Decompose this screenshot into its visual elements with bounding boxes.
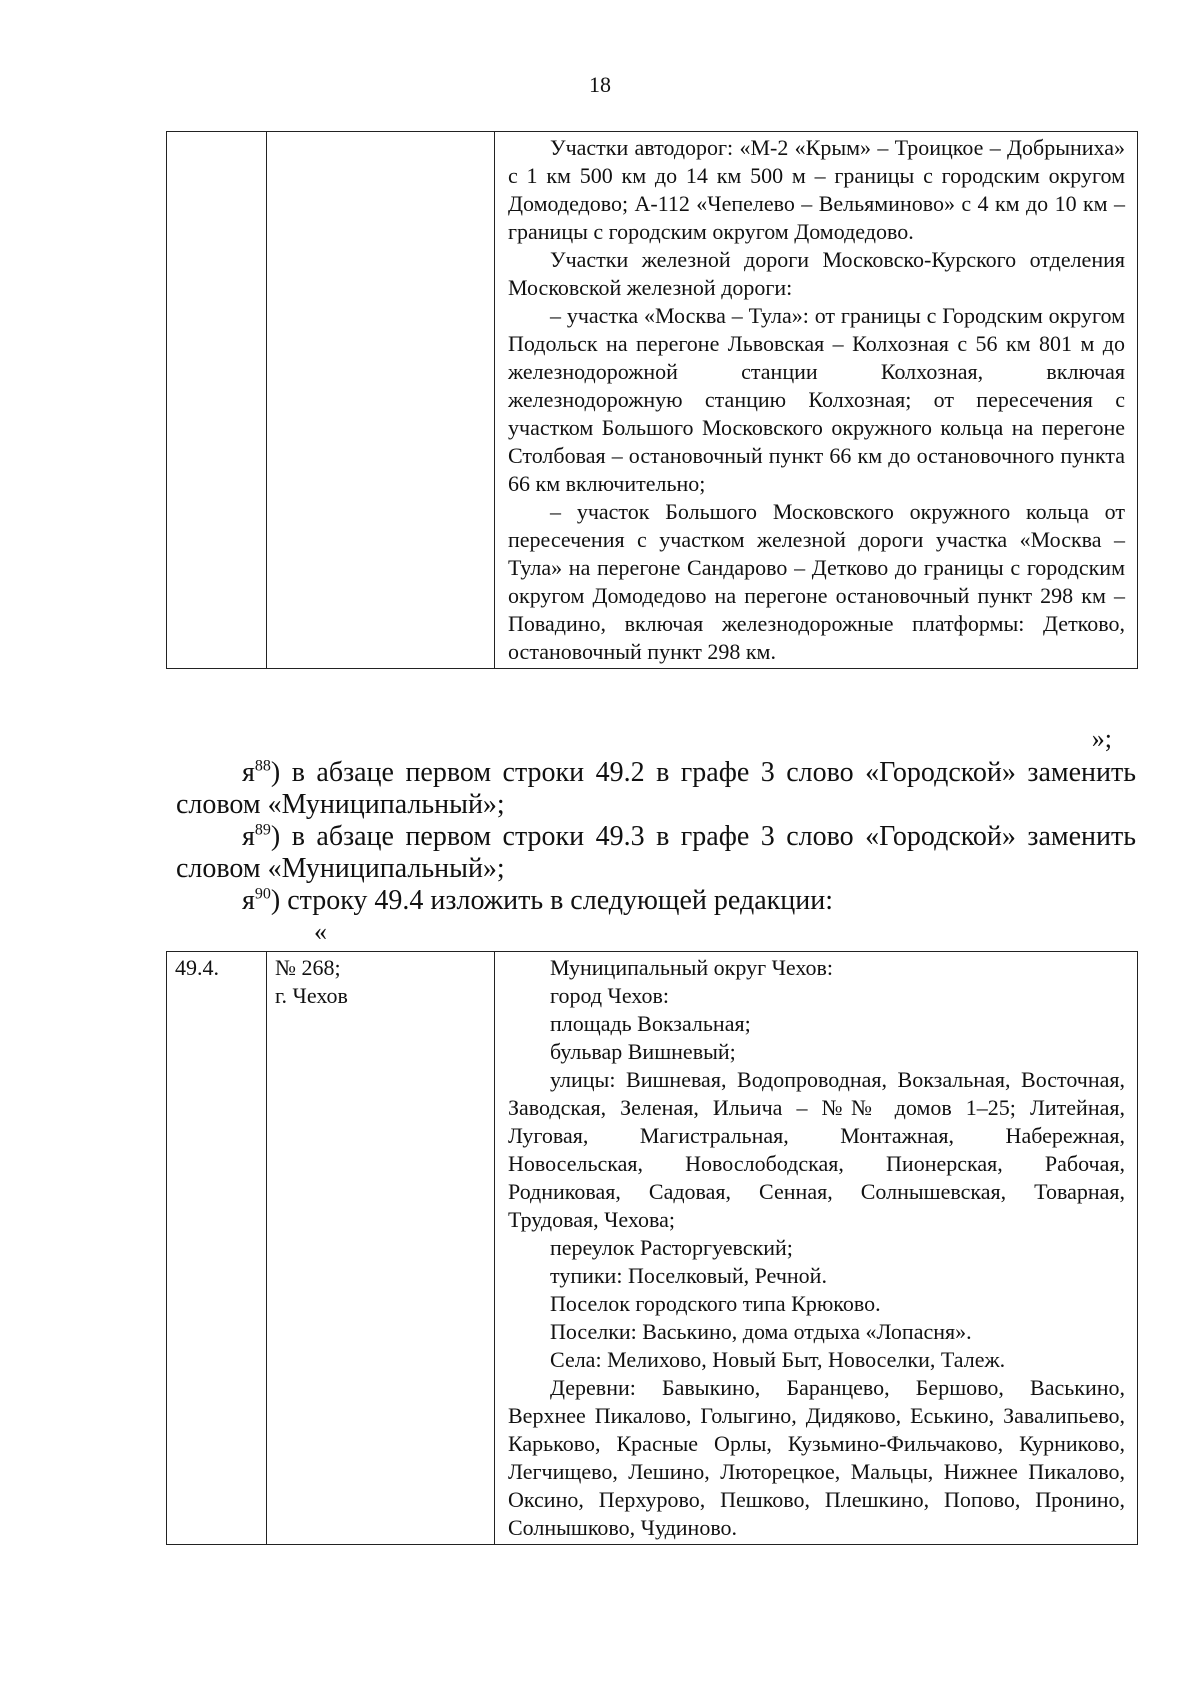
top-table-col1-text [167,132,266,134]
top-table-col3 [495,132,1138,669]
top-paragraph-moscow-tula: – участка «Москва – Тула»: от границы с Городским округом Подольск на перегоне Львовская – Колхозная с 56 км 801 м до железнодорожной станции Колхозная, включая железнодорожную станцию Колхозная; от пересечения с участком Большого Московского окружного кольца на перегоне Столбовая – остановочный пункт 66 км до остановочного пункта 66 км включительно; [508,303,1125,496]
bottom-paragraph: бульвар Вишневый; [550,1039,736,1064]
district-info [267,952,494,1010]
top-paragraph-ring: – участок Большого Московского окружного кольца от пересечения с участком железной дороги участка «Москва – Тула» на перегоне Сандарово – Детково до границы с городским округом Домодедово на перегоне остановочный пункт 298 км – Повадино, включая железнодорожные платформы: Детково, остановочный пункт 298 км. [508,499,1125,664]
amendment-sup: 88 [254,757,271,775]
bottom-paragraph: Села: Мелихово, Новый Быт, Новоселки, Талеж. [550,1347,1006,1372]
district-number: № 268; [275,955,341,980]
bottom-paragraph: площадь Вокзальная; [550,1011,751,1036]
bottom-table-col3 [495,952,1138,1545]
amendment-text: ) в абзаце первом строки 49.2 в графе 3 слово «Городской» заменить словом «Муниципальный»; [176,757,1136,820]
page-number: 18 [589,72,611,97]
bottom-paragraph: Деревни: Бавыкино, Баранцево, Бершово, Васькино, Верхнее Пикалово, Голыгино, Дидяково, Еськино, Завалипьево, Карьково, Красные Орлы, Кузьмино-Фильчаково, Курниково, Легчищево, Лешино, Люторецкое, Мальцы, Нижнее Пикалово, Оксино, Перхурово, Пешково, Плешкино, Попово, Пронино, Солнышково, Чудиново. [508,1375,1125,1540]
bottom-table-col1 [167,952,267,1545]
top-table [166,131,1138,669]
bottom-paragraph: Поселки: Васькино, дома отдыха «Лопасня». [550,1319,972,1344]
amendment-text: ) строку 49.4 изложить в следующей редакции: [270,885,833,916]
bottom-paragraph: улицы: Вишневая, Водопроводная, Вокзальная, Восточная, Заводская, Зеленая, Ильича – №№ домов 1–25; Литейная, Луговая, Магистральная, Монтажная, Набережная, Новосельская, Новослободская, Пионерская, Рабочая, Родниковая, Садовая, Сенная, Солнышевская, Товарная, Трудовая, Чехова; [508,1067,1125,1232]
amendment-text: ) в абзаце первом строки 49.3 в графе 3 слово «Городской» заменить словом «Муниципальный»; [176,821,1136,884]
closing-quote: »; [1091,724,1112,753]
amendment-prefix: я [242,821,255,852]
amendments [176,757,1136,947]
amendment-sup: 89 [254,821,271,839]
bottom-paragraph: Муниципальный округ Чехов: [550,955,834,980]
row-number: 49.4. [175,955,219,980]
bottom-paragraph: Поселок городского типа Крюково. [550,1291,881,1316]
amendment-90 [176,885,1136,917]
bottom-table-text [495,952,1137,1544]
amendment-89 [176,821,1136,885]
bottom-paragraph: переулок Расторгуевский; [550,1235,793,1260]
top-paragraph-railway-intro: Участки железной дороги Московско-Курского отделения Московской железной дороги: [508,247,1125,300]
table-row [167,132,1138,669]
top-table-text [495,132,1137,668]
bottom-table [166,951,1138,1545]
top-table-col1 [167,132,267,669]
opening-quote: « [314,917,327,946]
top-paragraph-roads: Участки автодорог: «М-2 «Крым» – Троицкое – Добрыниха» с 1 км 500 км до 14 км 500 м – границы с городским округом Домодедово; А-112 «Чепелево – Вельяминово» с 4 км до 10 км – границы с городским округом Домодедово. [508,135,1125,244]
top-table-col2 [267,132,495,669]
bottom-paragraph: тупики: Поселковый, Речной. [550,1263,827,1288]
bottom-table-col2 [267,952,495,1545]
bottom-paragraph: город Чехов: [550,983,669,1008]
top-table-col2-text [267,132,494,134]
district-city: г. Чехов [275,983,348,1008]
amendment-88 [176,757,1136,821]
table-row [167,952,1138,1545]
amendment-prefix: я [242,757,255,788]
amendment-sup: 90 [254,885,271,903]
amendment-prefix: я [242,885,255,916]
